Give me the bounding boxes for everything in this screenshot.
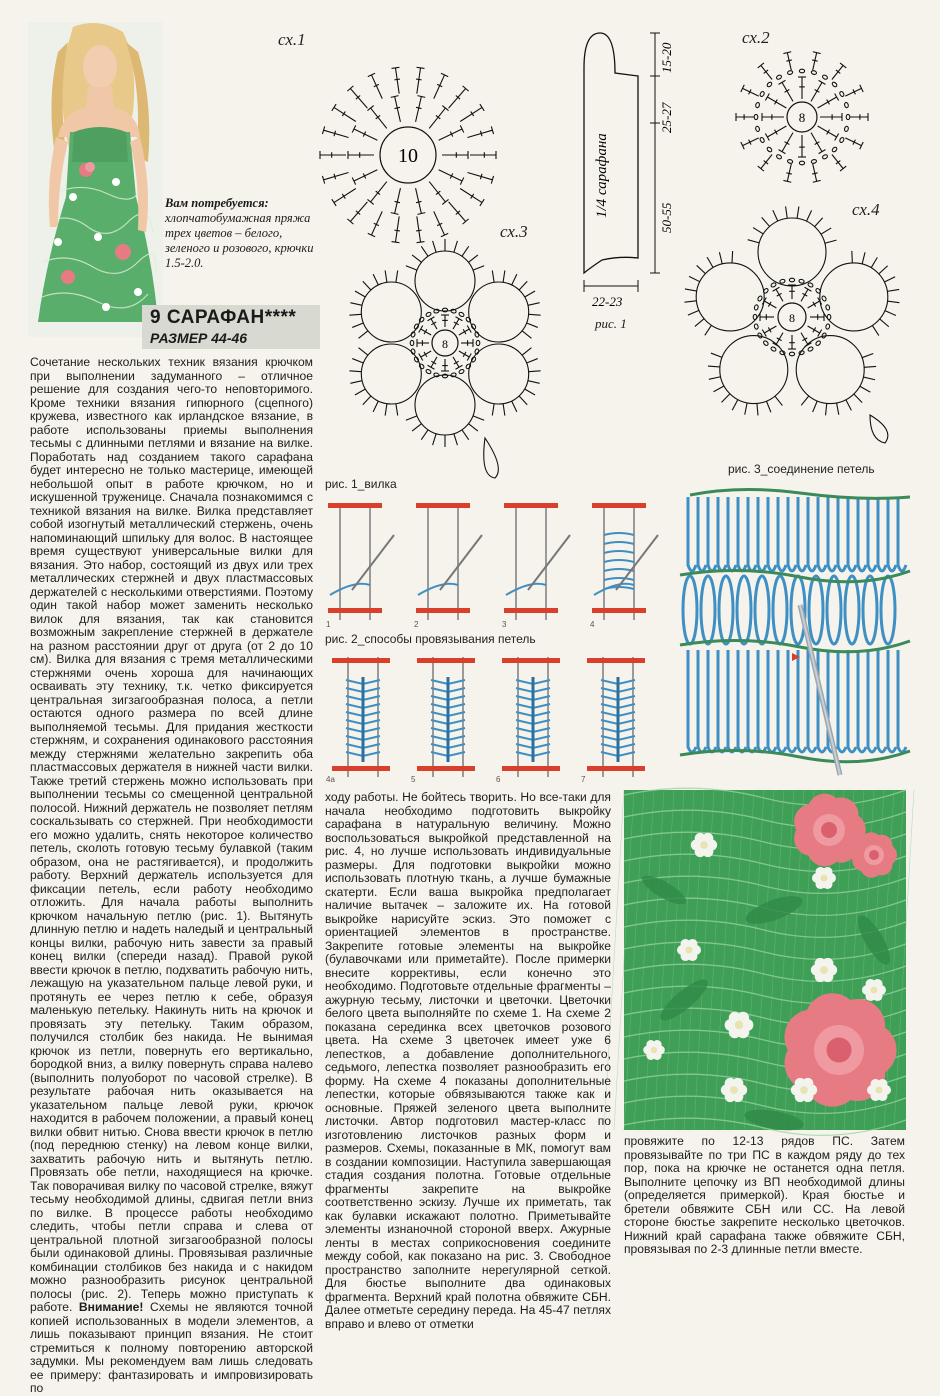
fig2-diagram bbox=[322, 652, 667, 787]
fig2-step-4 bbox=[581, 657, 645, 784]
fig2-step-num: 7 bbox=[581, 775, 586, 784]
dim-width: 22-23 bbox=[592, 294, 623, 309]
fig2-step-num: 6 bbox=[496, 775, 501, 784]
col1-text: Сочетание нескольких техник вязания крючком при выполнении задуманного – отличное решение для создания чего-то неповторимого. Кроме техники вязания гипюрного (сцепного) кружева, известного как ирландское вязание, в работе использованы приемы выполнения тесьмы с длинными петлями и вязание на вилке. Поработать над созданием такого сарафана будет интересно не только мастерице, имеющей небольшой опыт в работе крючком, но и искушенной труженице. Сначала познакомимся с техникой вязания на вилке. Вилка представляет собой изогнутый металлический стержень, очень напоминающий шпильку для волос. В настоящее время существуют универсальные вилки для вязания. Это набор, состоящий из двух или трех металлических стержней и двух пластмассовых держателей с несколькими отверстиями. Поэтому один такой набор может заменить несколько вилок для вязания, так как становится возможным закрепление стержней в держателе на разном расстоянии друг от друга (от 2 до 10 см). Вилка для вязания с тремя металлическими стержнями очень хороша для начинающих осваивать эту технику, т.к. четко фиксируется центральная зигзагообразная полоса, а петли остаются одного размера по всей длине выполняемой тесьмы. Для придания жесткости стержням, и сохранения одинакового расстояния между стержнями желательно закрепить оба пластмассовых держателя в нижней части вилки. Также третий стержень можно использовать при выполнении тесьмы со смещенной центральной полосой. Нижний держатель не позволяет петлям соскальзывать со стержней. При необходимости его можно удалить, снять некоторое количество петель, сколоть готовую тесьму булавкой (таким образом, она не растягивается), и продолжить работу. Верхний держатель используется для фиксации петель, если работу необходимо отложить. Для начала работы выполнить крючком начальную петлю (рис. 1). Вытянуть длинную петлю и надеть наледый и центральный концы вилки, рабочую нить завести за правый конец вилки (спереди назад). Правой рукой ввести крючок в петлю, подхватить рабочую нить, лежащую на указательном пальце левой руки, и протянуть ее через петлю к себе, образуя маленькую петельку. Накинуть нить на крючок и провязать эту петельку. Таким образом, получился столбик без накида. Не вынимая крючок из петли, повернуть его вертикально, бородкой вниз, а вилку повернуть справа налево (выполнить полуоборот по часовой стрелке). В результате рабочая нить оказывается на указательном пальце левой руки, крючок находится в рабочем положении, а правый конец вилки обвит нитью. Снова ввести крючок в петлю (под переднюю стенку) на левом конце вилки, захватить рабочую нить и вытянуть петлю. Провязать обе петли, находящиеся на крючке. Так поворачивая вилку по часовой стрелке, вяжут тесьму необходимой длины, сдвигая петли вниз по вилке. В процессе работы необходимо следить, чтобы петли справа и слева от центральной плотной зигзагообразной полосы были одинаковой длины. Провязывая различные комбинации столбиков без накида и с накидом можно разнообразить рисунок центральной полосы (рис. 2). Теперь можно приступать к работе. bbox=[30, 355, 313, 1314]
schema-4-diagram bbox=[680, 205, 905, 450]
materials-block bbox=[165, 196, 315, 271]
fig2-step-num: 4a bbox=[326, 775, 335, 784]
fig3-caption: рис. 3_соединение петель bbox=[728, 462, 875, 476]
article-size: РАЗМЕР 44-46 bbox=[150, 330, 248, 346]
fig1-caption: рис. 1_вилка bbox=[325, 477, 397, 491]
pattern-caption: рис. 1 bbox=[595, 316, 627, 331]
schema-4-center: 8 bbox=[789, 311, 795, 325]
dim-top: 15-20 bbox=[659, 42, 674, 73]
schema-4-label: сх.4 bbox=[852, 200, 880, 219]
schema-1-center: 10 bbox=[398, 145, 418, 167]
fig2-caption: рис. 2_способы провязывания петель bbox=[325, 632, 536, 646]
text-column-3: провяжите по 12-13 рядов ПС. Затем провязывайте по три ПС в каждом ряду до тех пор, пока на крючке не останется одна петля. Выполните цепочку из ВП необходимой длины (определяется примеркой). Края бюстье и бретели обвяжите СБН или СС. На левой стороне бюстье закрепите несколько цветочков. Нижний край сарафана также обвяжите СБН, провязывая по 2-3 длинные петли вместе. bbox=[624, 1134, 905, 1256]
schema-2-diagram bbox=[730, 45, 870, 185]
lace-closeup-photo bbox=[624, 790, 906, 1130]
model-photo bbox=[28, 22, 163, 337]
schema-3-label: сх.3 bbox=[500, 222, 528, 241]
text-column-1 bbox=[30, 356, 313, 1396]
materials-text: хлопчатобумажная пряжа трех цветов – белого, зеленого и розового, крючки 1.5-2.0. bbox=[165, 211, 314, 270]
dim-bot: 50-55 bbox=[659, 202, 674, 233]
schema-1-label: сх.1 bbox=[278, 30, 306, 49]
fig1-step-3 bbox=[502, 503, 570, 629]
article-title-bar bbox=[142, 305, 320, 349]
schema-2-center: 8 bbox=[798, 110, 806, 125]
pattern-diagram bbox=[570, 28, 690, 328]
fig3-diagram bbox=[680, 485, 910, 780]
fig1-step-2 bbox=[414, 503, 482, 629]
fig1-step-num: 2 bbox=[414, 620, 419, 629]
schema-3-diagram bbox=[335, 228, 550, 483]
schema-1-diagram bbox=[318, 30, 493, 225]
article-title: 9 САРАФАН**** bbox=[150, 307, 297, 328]
dim-mid: 25-27 bbox=[659, 102, 674, 133]
fig2-step-3 bbox=[496, 657, 560, 784]
schema-2-label: сх.2 bbox=[742, 28, 770, 47]
col1-tail: Схемы не являются точной копией использованных в модели элементов, а лишь показывают принцип вязания. Не стоит стремиться к полному повторению авторской задумки. Мы рекомендуем вам лишь следовать ее примеру: фантазировать и импровизировать по bbox=[30, 1300, 313, 1395]
text-column-2: ходу работы. Не бойтесь творить. Но все-таки для начала необходимо подготовить выкройку сарафана в натуральную величину. Можно воспользоваться выкройкой представленной на рис. 4, но лучше использовать индивидуальные размеры. Для подготовки выкройки можно использовать плотную ткань, а лучше бумажные скатерти. Если ваша выкройка предполагает наличие вытачек – заложите их. На готовой выкройке нарисуйте эскиз. Это поможет с ориентацией элементов в пространстве. Закрепите готовые элементы на выкройке (булавочками или приметайте). После примерки внесите коррективы, если конечно это необходимо. Подготовьте отдельные фрагменты – ажурную тесьму, листочки и цветочки. Цветочки белого цвета выполняйте по схеме 1. На схеме 2 показана серединка всех цветочков розового цвета. На схеме 3 цветочек имеет уже 6 лепестков, а добавление дополнительного, седьмого, лепестка позволяет разнообразить его форму. На схеме 4 показаны дополнительные лепестки, которые обвязываются также как и основные. Пряжей зеленого цвета выполните листочки. Автор подготовил мастер-класс по изготовлению листочков разных форм и размеров. Схемы, показанные в МК, помогут вам в создании композиции. Наступила завершающая стадия создания полотна. Готовые отдельные фрагменты закрепите на выкройке соответственно эскизу. Лучше их приметать, так как булавки искажают полотно. Приметывайте элементы изнаночной стороной вверх. Ажурные ленты в местах соприкосновения соедините между собой, как показано на рис. 3. Свободное пространство заполните нерегулярной сеткой. Для бюстье выполните два одинаковых фрагмента. Верхний край полотна обвяжите СБН. Далее отметьте середину переда. На 45-47 петлях вправо и влево от отметки bbox=[325, 790, 611, 1331]
fig1-step-num: 3 bbox=[502, 620, 507, 629]
materials-title: Вам потребуется: bbox=[165, 196, 269, 210]
fig2-step-1 bbox=[326, 657, 390, 784]
fig1-step-1 bbox=[326, 503, 394, 629]
fig1-step-4 bbox=[590, 503, 658, 629]
fig1-diagram bbox=[322, 495, 667, 630]
attention-label: Внимание! bbox=[78, 1300, 144, 1314]
schema-3-center: 8 bbox=[442, 337, 448, 351]
fig2-step-num: 5 bbox=[411, 775, 416, 784]
pattern-label: 1/4 сарафана bbox=[594, 133, 610, 218]
fig1-step-num: 1 bbox=[326, 620, 331, 629]
fig1-step-num: 4 bbox=[590, 620, 595, 629]
fig2-step-2 bbox=[411, 657, 475, 784]
